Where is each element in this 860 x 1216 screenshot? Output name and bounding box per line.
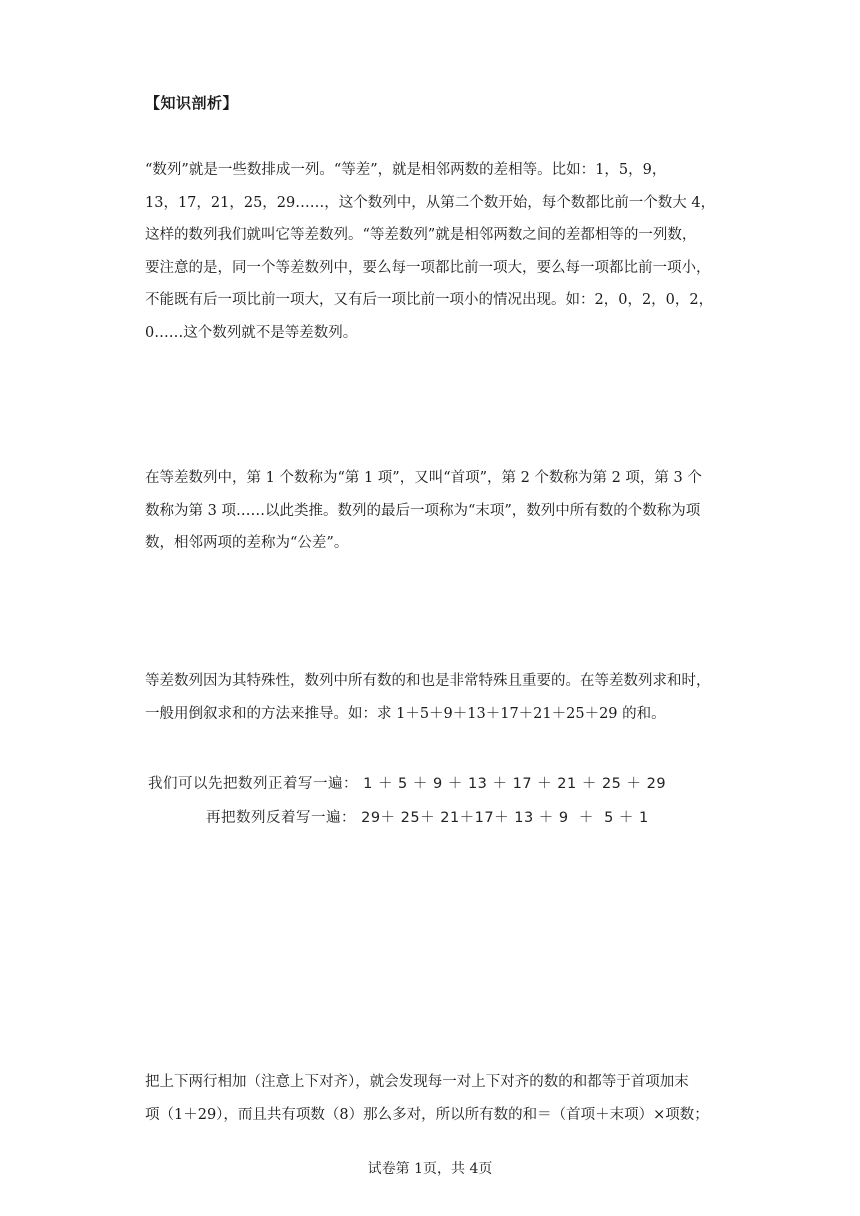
figure-label: 我们可以先把数列正着写一遍： bbox=[148, 776, 358, 792]
paragraph-sum-intro bbox=[145, 665, 725, 730]
page-footer: 试卷第 1页，共 4页 bbox=[367, 1161, 493, 1177]
figure-expression: 1 ＋ 5 ＋ 9 ＋ 13 ＋ 17 ＋ 21 ＋ 25 ＋ 29 bbox=[358, 776, 667, 792]
figure-label: 再把数列反着写一遍： bbox=[206, 810, 356, 826]
paragraph-line: “数列”就是一些数排成一列。“等差”，就是相邻两数的差相等。比如：1，5，9， bbox=[145, 162, 667, 178]
reverse-sum-figure bbox=[145, 768, 665, 838]
paragraph-line: 不能既有后一项比前一项大，又有后一项比前一项小的情况出现。如：2，0，2，0，2， bbox=[145, 292, 714, 308]
paragraph-line: 数称为第 3 项……以此类推。数列的最后一项称为“末项”，数列中所有数的个数称为项 bbox=[145, 502, 701, 519]
paragraph-line: 数，相邻两项的差称为“公差”。 bbox=[145, 535, 349, 551]
paragraph-line: 一般用倒叙求和的方法来推导。如：求 1＋5＋9＋13＋17＋21＋25＋29 的和。 bbox=[145, 705, 666, 722]
paragraph-line: 要注意的是，同一个等差数列中，要么每一项都比前一项大，要么每一项都比前一项小， bbox=[145, 259, 711, 276]
figure-row-forward bbox=[148, 772, 666, 793]
paragraph-sum-method bbox=[145, 1066, 725, 1131]
paragraph-line: 0……这个数列就不是等差数列。 bbox=[145, 324, 358, 341]
paragraph-line: 把上下两行相加（注意上下对齐），就会发现每一对上下对齐的数的和都等于首项加末 bbox=[145, 1074, 689, 1090]
figure-row-reverse bbox=[206, 806, 649, 827]
figure-expression: 29＋ 25＋ 21＋17＋ 13 ＋ 9 ＋ 5 ＋ 1 bbox=[356, 810, 649, 826]
paragraph-terms bbox=[145, 462, 725, 560]
paragraph-line: 等差数列因为其特殊性，数列中所有数的和也是非常特殊且重要的。在等差数列求和时， bbox=[145, 673, 711, 689]
paragraph-line: 项（1＋29），而且共有项数（8）那么多对，所以所有数的和＝（首项＋末项）×项数； bbox=[145, 1106, 709, 1123]
paragraph-line: 这样的数列我们就叫它等差数列。“等差数列”就是相邻两数之间的差都相等的一列数， bbox=[145, 227, 697, 243]
paragraph-line: 在等差数列中，第 1 个数称为“第 1 项”，又叫“首项”，第 2 个数称为第 2 项，第 3 个 bbox=[145, 470, 702, 486]
paragraph-definition bbox=[145, 154, 725, 349]
section-heading: 【知识剖析】 bbox=[145, 94, 239, 112]
paragraph-line: 13，17，21，25，29……，这个数列中，从第二个数开始，每个数都比前一个数大 4， bbox=[145, 194, 716, 211]
